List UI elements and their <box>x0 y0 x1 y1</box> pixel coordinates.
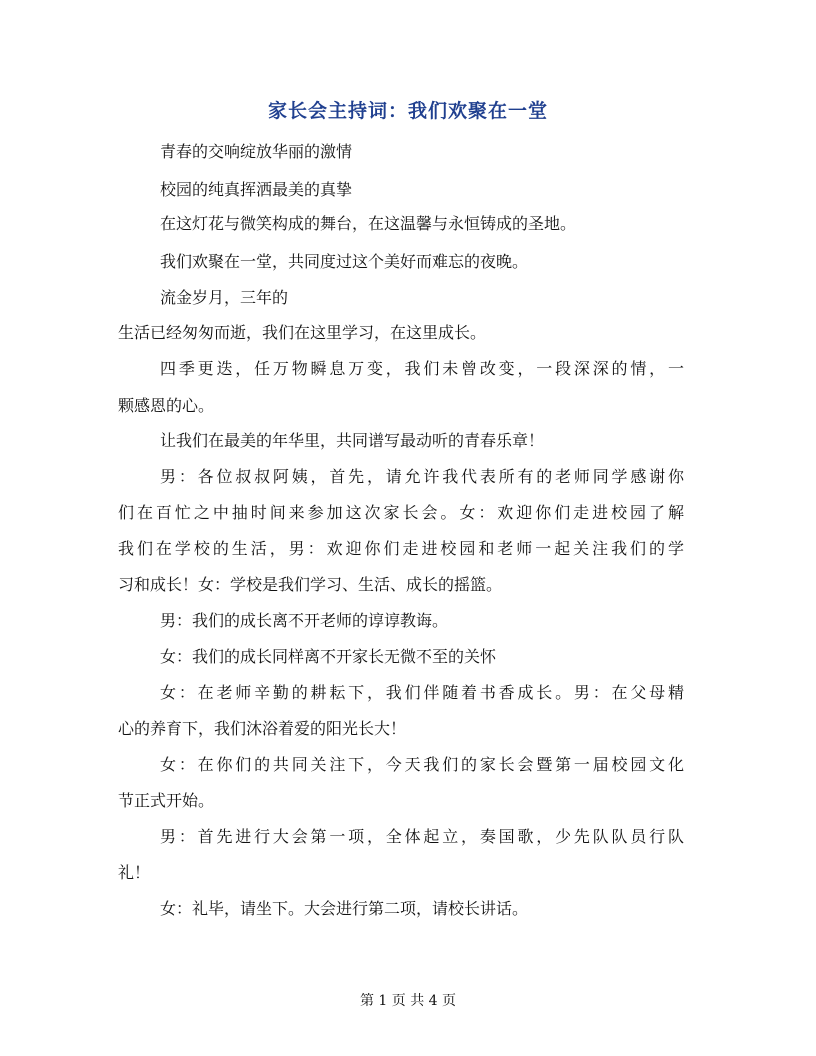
text-line: 我们欢聚在一堂，共同度过这个美好而难忘的夜晚。 <box>160 252 529 271</box>
text-line: 女：礼毕，请坐下。大会进行第二项，请校长讲话。 <box>160 899 529 918</box>
text-line: 心的养育下，我们沐浴着爱的阳光长大！ <box>118 719 407 738</box>
text-line: 习和成长！女：学校是我们学习、生活、成长的摇篮。 <box>118 575 503 594</box>
text-line: 礼！ <box>118 863 151 882</box>
text-line: 男：各位叔叔阿姨，首先，请允许我代表所有的老师同学感谢你 <box>160 467 684 486</box>
text-line: 女：我们的成长同样离不开家长无微不至的关怀 <box>160 647 497 666</box>
text-line: 校园的纯真挥洒最美的真挚 <box>160 180 353 199</box>
text-line: 们在百忙之中抽时间来参加这次家长会。女：欢迎你们走进校园了解 <box>118 503 684 522</box>
text-line: 生活已经匆匆而逝，我们在这里学习，在这里成长。 <box>118 323 487 342</box>
text-line: 男：首先进行大会第一项，全体起立，奏国歌，少先队队员行队 <box>160 827 684 846</box>
text-line: 女：在你们的共同关注下，今天我们的家长会暨第一届校园文化 <box>160 755 684 774</box>
text-line: 流金岁月，三年的 <box>160 288 289 307</box>
text-line: 女：在老师辛勤的耕耘下，我们伴随着书香成长。男：在父母精 <box>160 683 684 702</box>
text-line: 男：我们的成长离不开老师的谆谆教诲。 <box>160 611 449 630</box>
text-line: 四季更迭，任万物瞬息万变，我们未曾改变，一段深深的情，一 <box>160 359 684 378</box>
text-line: 我们在学校的生活，男：欢迎你们走进校园和老师一起关注我们的学 <box>118 539 684 558</box>
text-line: 节正式开始。 <box>118 791 215 810</box>
page-number-footer: 第 1 页 共 4 页 <box>359 993 457 1009</box>
document-title: 家长会主持词：我们欢聚在一堂 <box>267 100 548 122</box>
text-line: 让我们在最美的年华里，共同谱写最动听的青春乐章！ <box>160 431 545 450</box>
text-line: 青春的交响绽放华丽的激情 <box>160 142 353 161</box>
text-line: 颗感恩的心。 <box>118 396 215 415</box>
text-line: 在这灯花与微笑构成的舞台，在这温馨与永恒铸成的圣地。 <box>160 214 577 233</box>
